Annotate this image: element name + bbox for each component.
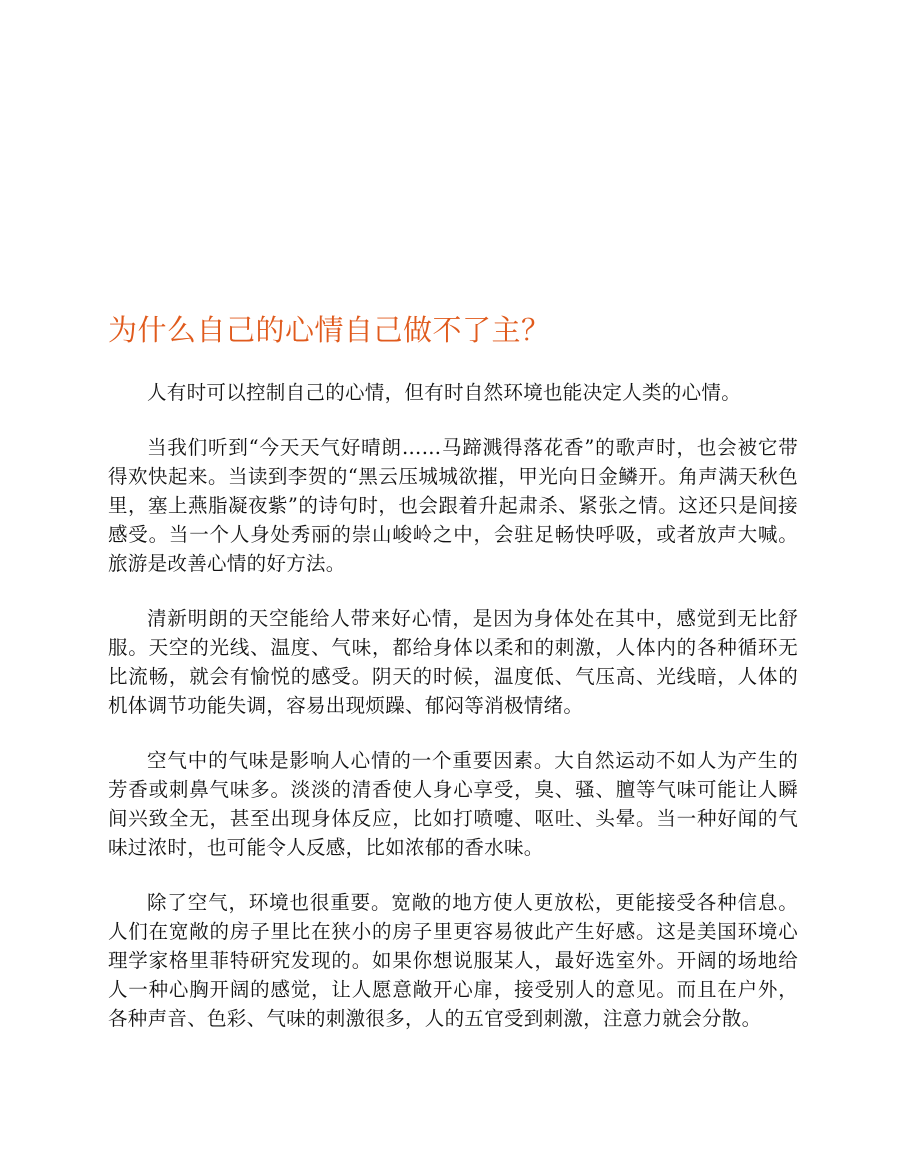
paragraph-3: 清新明朗的天空能给人带来好心情，是因为身体处在其中，感觉到无比舒服。天空的光线、温度、气味，都给身体以柔和的刺激，人体内的各种循环无比流畅，就会有愉悦的感受。阴天的时候，温度低、气压高、光线暗，人体的机体调节功能失调，容易出现烦躁、郁闷等消极情绪。 <box>108 607 798 717</box>
document-page <box>108 308 798 1059</box>
paragraph-1: 人有时可以控制自己的心情，但有时自然环境也能决定人类的心情。 <box>147 381 742 404</box>
paragraph-5: 除了空气，环境也很重要。宽敞的地方使人更放松，更能接受各种信息。人们在宽敞的房子里比在狭小的房子里更容易彼此产生好感。这是美国环境心理学家格里菲特研究发现的。如果你想说服某人，最好选室外。开阔的场地给人一种心胸开阔的感觉，让人愿意敞开心扉，接受别人的意见。而且在户外，各种声音、色彩、气味的刺激很多，人的五官受到刺激，注意力就会分散。 <box>108 891 798 1030</box>
paragraph-4: 空气中的气味是影响人心情的一个重要因素。大自然运动不如人为产生的芳香或刺鼻气味多。淡淡的清香使人身心享受，臭、骚、膻等气味可能让人瞬间兴致全无，甚至出现身体反应，比如打喷嚏、呕吐、头晕。当一种好闻的气味过浓时，也可能令人反感，比如浓郁的香水味。 <box>108 749 798 859</box>
article-title: 为什么自己的心情自己做不了主？ <box>108 313 551 347</box>
paragraph-2: 当我们听到“今天天气好晴朗……马蹄溅得落花香”的歌声时，也会被它带得欢快起来。当读到李贺的“黑云压城城欲摧，甲光向日金鳞开。角声满天秋色里，塞上燕脂凝夜紫”的诗句时，也会跟着升起肃杀、紧张之情。这还只是间接感受。当一个人身处秀丽的崇山峻岭之中，会驻足畅快呼吸，或者放声大喊。旅游是改善心情的好方法。 <box>108 436 798 575</box>
